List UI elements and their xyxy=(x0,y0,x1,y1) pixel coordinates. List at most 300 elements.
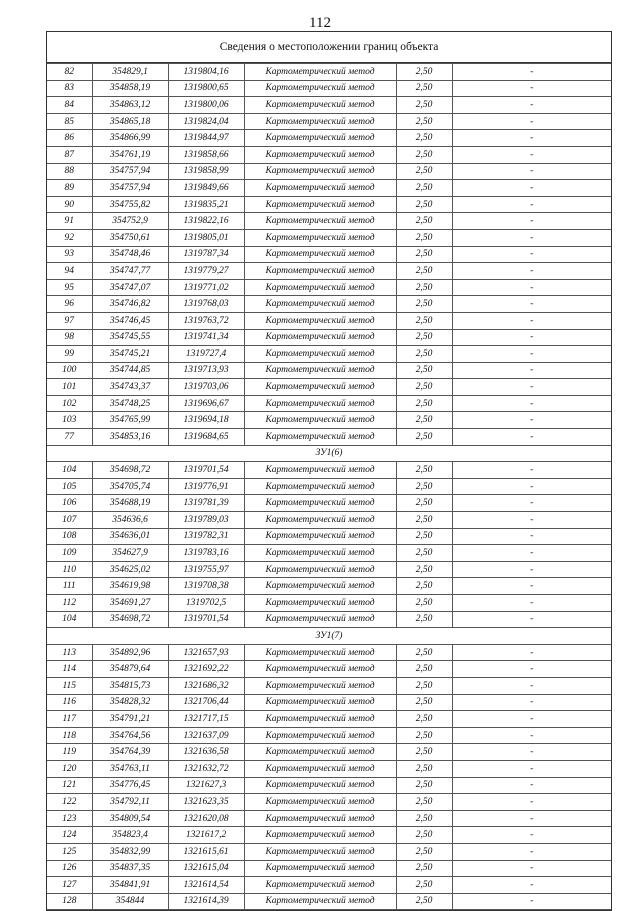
method-cell: Картометрический метод xyxy=(244,263,396,280)
y-coordinate-cell: 1321627,3 xyxy=(168,777,244,794)
note-cell: - xyxy=(452,760,611,777)
table-row xyxy=(47,578,611,595)
note-cell: - xyxy=(452,644,611,661)
x-coordinate-cell: 354828,32 xyxy=(92,694,168,711)
table-row xyxy=(47,545,611,562)
method-cell: Картометрический метод xyxy=(244,379,396,396)
accuracy-cell: 2,50 xyxy=(396,478,452,495)
point-number-cell: 77 xyxy=(47,429,92,446)
accuracy-cell: 2,50 xyxy=(396,429,452,446)
accuracy-cell: 2,50 xyxy=(396,794,452,811)
table-row xyxy=(47,677,611,694)
y-coordinate-cell: 1319789,03 xyxy=(168,512,244,529)
y-coordinate-cell: 1321615,61 xyxy=(168,843,244,860)
y-coordinate-cell: 1319782,31 xyxy=(168,528,244,545)
table-row xyxy=(47,97,611,114)
x-coordinate-cell: 354761,19 xyxy=(92,146,168,163)
point-number-cell: 99 xyxy=(47,346,92,363)
table-row xyxy=(47,528,611,545)
accuracy-cell: 2,50 xyxy=(396,744,452,761)
method-cell: Картометрический метод xyxy=(244,578,396,595)
note-cell: - xyxy=(452,512,611,529)
point-number-cell: 120 xyxy=(47,760,92,777)
accuracy-cell: 2,50 xyxy=(396,279,452,296)
accuracy-cell: 2,50 xyxy=(396,893,452,910)
note-cell: - xyxy=(452,794,611,811)
method-cell: Картометрический метод xyxy=(244,362,396,379)
note-cell: - xyxy=(452,528,611,545)
point-number-cell: 104 xyxy=(47,462,92,479)
method-cell: Картометрический метод xyxy=(244,843,396,860)
y-coordinate-cell: 1321657,93 xyxy=(168,644,244,661)
y-coordinate-cell: 1319824,04 xyxy=(168,113,244,130)
accuracy-cell: 2,50 xyxy=(396,495,452,512)
x-coordinate-cell: 354746,45 xyxy=(92,312,168,329)
point-number-cell: 114 xyxy=(47,661,92,678)
method-cell: Картометрический метод xyxy=(244,595,396,612)
accuracy-cell: 2,50 xyxy=(396,213,452,230)
y-coordinate-cell: 1321686,32 xyxy=(168,677,244,694)
note-cell: - xyxy=(452,661,611,678)
method-cell: Картометрический метод xyxy=(244,711,396,728)
method-cell: Картометрический метод xyxy=(244,760,396,777)
note-cell: - xyxy=(452,329,611,346)
x-coordinate-cell: 354764,56 xyxy=(92,727,168,744)
point-number-cell: 84 xyxy=(47,97,92,114)
y-coordinate-cell: 1319783,16 xyxy=(168,545,244,562)
coordinates-table-body xyxy=(47,64,611,910)
point-number-cell: 128 xyxy=(47,893,92,910)
method-cell: Картометрический метод xyxy=(244,196,396,213)
point-number-cell: 88 xyxy=(47,163,92,180)
method-cell: Картометрический метод xyxy=(244,694,396,711)
note-cell: - xyxy=(452,495,611,512)
accuracy-cell: 2,50 xyxy=(396,694,452,711)
accuracy-cell: 2,50 xyxy=(396,80,452,97)
point-number-cell: 107 xyxy=(47,512,92,529)
method-cell: Картометрический метод xyxy=(244,346,396,363)
x-coordinate-cell: 354755,82 xyxy=(92,196,168,213)
point-number-cell: 85 xyxy=(47,113,92,130)
y-coordinate-cell: 1319741,34 xyxy=(168,329,244,346)
point-number-cell: 86 xyxy=(47,130,92,147)
y-coordinate-cell: 1319858,66 xyxy=(168,146,244,163)
y-coordinate-cell: 1319713,93 xyxy=(168,362,244,379)
x-coordinate-cell: 354636,6 xyxy=(92,512,168,529)
y-coordinate-cell: 1319835,21 xyxy=(168,196,244,213)
point-number-cell: 124 xyxy=(47,827,92,844)
y-coordinate-cell: 1319804,16 xyxy=(168,64,244,81)
table-row xyxy=(47,429,611,446)
method-cell: Картометрический метод xyxy=(244,545,396,562)
accuracy-cell: 2,50 xyxy=(396,711,452,728)
x-coordinate-cell: 354691,27 xyxy=(92,595,168,612)
method-cell: Картометрический метод xyxy=(244,395,396,412)
table-row xyxy=(47,163,611,180)
y-coordinate-cell: 1321636,58 xyxy=(168,744,244,761)
y-coordinate-cell: 1319771,02 xyxy=(168,279,244,296)
method-cell: Картометрический метод xyxy=(244,860,396,877)
accuracy-cell: 2,50 xyxy=(396,727,452,744)
table-row xyxy=(47,611,611,628)
x-coordinate-cell: 354841,91 xyxy=(92,877,168,894)
x-coordinate-cell: 354745,21 xyxy=(92,346,168,363)
point-number-cell: 93 xyxy=(47,246,92,263)
note-cell: - xyxy=(452,180,611,197)
table-row xyxy=(47,279,611,296)
section-row xyxy=(47,445,611,462)
y-coordinate-cell: 1319822,16 xyxy=(168,213,244,230)
y-coordinate-cell: 1319800,65 xyxy=(168,80,244,97)
x-coordinate-cell: 354688,19 xyxy=(92,495,168,512)
point-number-cell: 119 xyxy=(47,744,92,761)
accuracy-cell: 2,50 xyxy=(396,229,452,246)
accuracy-cell: 2,50 xyxy=(396,578,452,595)
accuracy-cell: 2,50 xyxy=(396,843,452,860)
point-number-cell: 121 xyxy=(47,777,92,794)
note-cell: - xyxy=(452,561,611,578)
point-number-cell: 125 xyxy=(47,843,92,860)
method-cell: Картометрический метод xyxy=(244,528,396,545)
accuracy-cell: 2,50 xyxy=(396,545,452,562)
note-cell: - xyxy=(452,312,611,329)
accuracy-cell: 2,50 xyxy=(396,677,452,694)
x-coordinate-cell: 354752,9 xyxy=(92,213,168,230)
table-row xyxy=(47,727,611,744)
y-coordinate-cell: 1321615,04 xyxy=(168,860,244,877)
table-row xyxy=(47,877,611,894)
point-number-cell: 105 xyxy=(47,478,92,495)
table-row xyxy=(47,512,611,529)
point-number-cell: 95 xyxy=(47,279,92,296)
accuracy-cell: 2,50 xyxy=(396,611,452,628)
method-cell: Картометрический метод xyxy=(244,246,396,263)
accuracy-cell: 2,50 xyxy=(396,877,452,894)
method-cell: Картометрический метод xyxy=(244,64,396,81)
note-cell: - xyxy=(452,877,611,894)
table-row xyxy=(47,362,611,379)
x-coordinate-cell: 354792,11 xyxy=(92,794,168,811)
point-number-cell: 113 xyxy=(47,644,92,661)
method-cell: Картометрический метод xyxy=(244,163,396,180)
accuracy-cell: 2,50 xyxy=(396,512,452,529)
method-cell: Картометрический метод xyxy=(244,180,396,197)
x-coordinate-cell: 354698,72 xyxy=(92,611,168,628)
accuracy-cell: 2,50 xyxy=(396,760,452,777)
table-row xyxy=(47,113,611,130)
accuracy-cell: 2,50 xyxy=(396,346,452,363)
method-cell: Картометрический метод xyxy=(244,893,396,910)
y-coordinate-cell: 1319781,39 xyxy=(168,495,244,512)
point-number-cell: 98 xyxy=(47,329,92,346)
note-cell: - xyxy=(452,146,611,163)
x-coordinate-cell: 354765,99 xyxy=(92,412,168,429)
point-number-cell: 112 xyxy=(47,595,92,612)
y-coordinate-cell: 1319708,38 xyxy=(168,578,244,595)
table-row xyxy=(47,760,611,777)
note-cell: - xyxy=(452,296,611,313)
table-row xyxy=(47,213,611,230)
y-coordinate-cell: 1321617,2 xyxy=(168,827,244,844)
table-row xyxy=(47,80,611,97)
x-coordinate-cell: 354866,99 xyxy=(92,130,168,147)
y-coordinate-cell: 1319702,5 xyxy=(168,595,244,612)
y-coordinate-cell: 1319800,06 xyxy=(168,97,244,114)
table-row xyxy=(47,478,611,495)
note-cell: - xyxy=(452,196,611,213)
x-coordinate-cell: 354815,73 xyxy=(92,677,168,694)
table-row xyxy=(47,810,611,827)
accuracy-cell: 2,50 xyxy=(396,263,452,280)
x-coordinate-cell: 354748,25 xyxy=(92,395,168,412)
accuracy-cell: 2,50 xyxy=(396,130,452,147)
note-cell: - xyxy=(452,893,611,910)
y-coordinate-cell: 1319787,34 xyxy=(168,246,244,263)
x-coordinate-cell: 354747,07 xyxy=(92,279,168,296)
point-number-cell: 91 xyxy=(47,213,92,230)
note-cell: - xyxy=(452,545,611,562)
y-coordinate-cell: 1319805,01 xyxy=(168,229,244,246)
point-number-cell: 83 xyxy=(47,80,92,97)
method-cell: Картометрический метод xyxy=(244,130,396,147)
y-coordinate-cell: 1321620,08 xyxy=(168,810,244,827)
point-number-cell: 127 xyxy=(47,877,92,894)
y-coordinate-cell: 1319701,54 xyxy=(168,611,244,628)
method-cell: Картометрический метод xyxy=(244,296,396,313)
note-cell: - xyxy=(452,80,611,97)
point-number-cell: 97 xyxy=(47,312,92,329)
point-number-cell: 96 xyxy=(47,296,92,313)
note-cell: - xyxy=(452,362,611,379)
coordinates-table xyxy=(47,63,611,910)
y-coordinate-cell: 1319727,4 xyxy=(168,346,244,363)
note-cell: - xyxy=(452,130,611,147)
y-coordinate-cell: 1321614,54 xyxy=(168,877,244,894)
note-cell: - xyxy=(452,246,611,263)
x-coordinate-cell: 354858,19 xyxy=(92,80,168,97)
note-cell: - xyxy=(452,677,611,694)
method-cell: Картометрический метод xyxy=(244,495,396,512)
method-cell: Картометрический метод xyxy=(244,644,396,661)
note-cell: - xyxy=(452,810,611,827)
point-number-cell: 109 xyxy=(47,545,92,562)
x-coordinate-cell: 354757,94 xyxy=(92,163,168,180)
accuracy-cell: 2,50 xyxy=(396,180,452,197)
method-cell: Картометрический метод xyxy=(244,146,396,163)
x-coordinate-cell: 354636,01 xyxy=(92,528,168,545)
section-label: ЗУ1(6) xyxy=(47,445,611,462)
x-coordinate-cell: 354745,55 xyxy=(92,329,168,346)
note-cell: - xyxy=(452,578,611,595)
accuracy-cell: 2,50 xyxy=(396,312,452,329)
note-cell: - xyxy=(452,263,611,280)
y-coordinate-cell: 1319858,99 xyxy=(168,163,244,180)
x-coordinate-cell: 354627,9 xyxy=(92,545,168,562)
method-cell: Картометрический метод xyxy=(244,810,396,827)
table-row xyxy=(47,379,611,396)
table-row xyxy=(47,263,611,280)
x-coordinate-cell: 354829,1 xyxy=(92,64,168,81)
note-cell: - xyxy=(452,412,611,429)
accuracy-cell: 2,50 xyxy=(396,395,452,412)
point-number-cell: 110 xyxy=(47,561,92,578)
point-number-cell: 82 xyxy=(47,64,92,81)
method-cell: Картометрический метод xyxy=(244,97,396,114)
table-row xyxy=(47,312,611,329)
x-coordinate-cell: 354698,72 xyxy=(92,462,168,479)
y-coordinate-cell: 1321614,39 xyxy=(168,893,244,910)
point-number-cell: 103 xyxy=(47,412,92,429)
y-coordinate-cell: 1319776,91 xyxy=(168,478,244,495)
table-row xyxy=(47,146,611,163)
y-coordinate-cell: 1321692,22 xyxy=(168,661,244,678)
x-coordinate-cell: 354823,4 xyxy=(92,827,168,844)
x-coordinate-cell: 354837,35 xyxy=(92,860,168,877)
method-cell: Картометрический метод xyxy=(244,744,396,761)
y-coordinate-cell: 1319763,72 xyxy=(168,312,244,329)
point-number-cell: 92 xyxy=(47,229,92,246)
point-number-cell: 123 xyxy=(47,810,92,827)
table-row xyxy=(47,130,611,147)
section-row xyxy=(47,628,611,645)
accuracy-cell: 2,50 xyxy=(396,329,452,346)
method-cell: Картометрический метод xyxy=(244,229,396,246)
y-coordinate-cell: 1319701,54 xyxy=(168,462,244,479)
method-cell: Картометрический метод xyxy=(244,794,396,811)
x-coordinate-cell: 354791,21 xyxy=(92,711,168,728)
table-title: Сведения о местоположении границ объекта xyxy=(47,32,611,63)
x-coordinate-cell: 354863,12 xyxy=(92,97,168,114)
method-cell: Картометрический метод xyxy=(244,429,396,446)
note-cell: - xyxy=(452,229,611,246)
accuracy-cell: 2,50 xyxy=(396,860,452,877)
x-coordinate-cell: 354747,77 xyxy=(92,263,168,280)
note-cell: - xyxy=(452,346,611,363)
table-row xyxy=(47,777,611,794)
accuracy-cell: 2,50 xyxy=(396,113,452,130)
method-cell: Картометрический метод xyxy=(244,80,396,97)
note-cell: - xyxy=(452,478,611,495)
y-coordinate-cell: 1321637,09 xyxy=(168,727,244,744)
table-row xyxy=(47,893,611,910)
point-number-cell: 94 xyxy=(47,263,92,280)
table-row xyxy=(47,561,611,578)
note-cell: - xyxy=(452,97,611,114)
accuracy-cell: 2,50 xyxy=(396,146,452,163)
point-number-cell: 100 xyxy=(47,362,92,379)
table-row xyxy=(47,329,611,346)
accuracy-cell: 2,50 xyxy=(396,777,452,794)
method-cell: Картометрический метод xyxy=(244,661,396,678)
note-cell: - xyxy=(452,777,611,794)
x-coordinate-cell: 354844 xyxy=(92,893,168,910)
table-row xyxy=(47,296,611,313)
x-coordinate-cell: 354764,39 xyxy=(92,744,168,761)
x-coordinate-cell: 354892,96 xyxy=(92,644,168,661)
point-number-cell: 89 xyxy=(47,180,92,197)
y-coordinate-cell: 1319684,65 xyxy=(168,429,244,446)
table-row xyxy=(47,860,611,877)
method-cell: Картометрический метод xyxy=(244,462,396,479)
method-cell: Картометрический метод xyxy=(244,312,396,329)
point-number-cell: 126 xyxy=(47,860,92,877)
note-cell: - xyxy=(452,860,611,877)
x-coordinate-cell: 354746,82 xyxy=(92,296,168,313)
point-number-cell: 115 xyxy=(47,677,92,694)
method-cell: Картометрический метод xyxy=(244,777,396,794)
table-row xyxy=(47,843,611,860)
note-cell: - xyxy=(452,843,611,860)
method-cell: Картометрический метод xyxy=(244,877,396,894)
accuracy-cell: 2,50 xyxy=(396,810,452,827)
y-coordinate-cell: 1319844,97 xyxy=(168,130,244,147)
x-coordinate-cell: 354743,37 xyxy=(92,379,168,396)
accuracy-cell: 2,50 xyxy=(396,246,452,263)
x-coordinate-cell: 354705,74 xyxy=(92,478,168,495)
page-number: 112 xyxy=(309,15,331,31)
note-cell: - xyxy=(452,744,611,761)
accuracy-cell: 2,50 xyxy=(396,528,452,545)
method-cell: Картометрический метод xyxy=(244,561,396,578)
note-cell: - xyxy=(452,462,611,479)
point-number-cell: 116 xyxy=(47,694,92,711)
x-coordinate-cell: 354619,98 xyxy=(92,578,168,595)
note-cell: - xyxy=(452,711,611,728)
y-coordinate-cell: 1321623,35 xyxy=(168,794,244,811)
table-row xyxy=(47,196,611,213)
table-row xyxy=(47,595,611,612)
accuracy-cell: 2,50 xyxy=(396,462,452,479)
y-coordinate-cell: 1319696,67 xyxy=(168,395,244,412)
method-cell: Картометрический метод xyxy=(244,827,396,844)
table-row xyxy=(47,462,611,479)
table-row xyxy=(47,711,611,728)
method-cell: Картометрический метод xyxy=(244,213,396,230)
point-number-cell: 111 xyxy=(47,578,92,595)
method-cell: Картометрический метод xyxy=(244,677,396,694)
y-coordinate-cell: 1321632,72 xyxy=(168,760,244,777)
note-cell: - xyxy=(452,611,611,628)
note-cell: - xyxy=(452,429,611,446)
x-coordinate-cell: 354763,11 xyxy=(92,760,168,777)
point-number-cell: 106 xyxy=(47,495,92,512)
method-cell: Картометрический метод xyxy=(244,512,396,529)
point-number-cell: 108 xyxy=(47,528,92,545)
table-row xyxy=(47,495,611,512)
table-row xyxy=(47,180,611,197)
note-cell: - xyxy=(452,827,611,844)
x-coordinate-cell: 354809,54 xyxy=(92,810,168,827)
x-coordinate-cell: 354832,99 xyxy=(92,843,168,860)
accuracy-cell: 2,50 xyxy=(396,64,452,81)
method-cell: Картометрический метод xyxy=(244,329,396,346)
x-coordinate-cell: 354744,85 xyxy=(92,362,168,379)
x-coordinate-cell: 354748,46 xyxy=(92,246,168,263)
y-coordinate-cell: 1319703,06 xyxy=(168,379,244,396)
point-number-cell: 90 xyxy=(47,196,92,213)
accuracy-cell: 2,50 xyxy=(396,196,452,213)
note-cell: - xyxy=(452,727,611,744)
point-number-cell: 117 xyxy=(47,711,92,728)
accuracy-cell: 2,50 xyxy=(396,163,452,180)
accuracy-cell: 2,50 xyxy=(396,827,452,844)
y-coordinate-cell: 1319755,97 xyxy=(168,561,244,578)
method-cell: Картометрический метод xyxy=(244,113,396,130)
table-row xyxy=(47,744,611,761)
y-coordinate-cell: 1319779,27 xyxy=(168,263,244,280)
y-coordinate-cell: 1321717,15 xyxy=(168,711,244,728)
accuracy-cell: 2,50 xyxy=(396,362,452,379)
